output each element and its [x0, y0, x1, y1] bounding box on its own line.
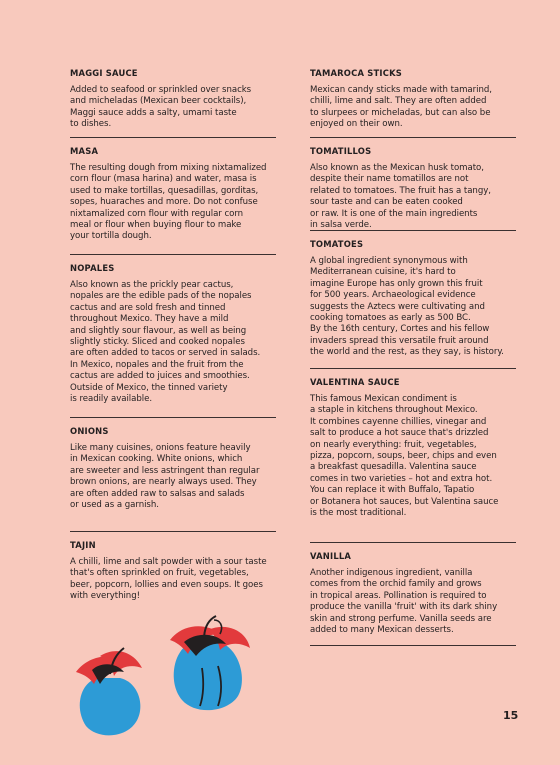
definition-line: By the 16th century, Cortes and his fellow: [310, 324, 490, 335]
definition-line: Added to seafood or sprinkled over snacks: [70, 85, 252, 95]
glossary-term: TAJIN: [70, 540, 96, 550]
definition-line: used to make tortillas, quesadillas, gorditas,: [70, 185, 259, 196]
definition-line: Also known as the prickly pear cactus,: [70, 280, 234, 290]
definition-line: sopes, huaraches and more. Do not confuse: [70, 197, 258, 208]
definition-line: and micheladas (Mexican beer cocktails),: [70, 96, 247, 107]
glossary-term: VALENTINA SAUCE: [310, 377, 400, 387]
definition-line: the world and the rest, as they say, is history.: [310, 347, 504, 358]
page-number: 15: [503, 709, 519, 722]
definition-line: sour taste and can be eaten cooked: [310, 197, 463, 208]
definition-line: on nearly everything: fruit, vegetables,: [310, 439, 477, 450]
definition-line: A global ingredient synonymous with: [310, 256, 468, 266]
glossary-term: VANILLA: [310, 551, 352, 561]
definition-line: are sweeter and less astringent than regular: [70, 465, 260, 476]
glossary-entry: [70, 532, 276, 602]
glossary-entry: [70, 138, 276, 255]
definition-line: skin and strong perfume. Vanilla seeds are: [310, 613, 492, 624]
definition-line: throughout Mexico. They have a mild: [70, 314, 229, 325]
glossary-term: MAGGI SAUCE: [70, 68, 138, 78]
glossary-entry: [70, 418, 276, 532]
definition-line: is the most traditional.: [310, 508, 407, 519]
definition-line: with everything!: [70, 591, 140, 602]
definition-line: or used as a garnish.: [70, 500, 159, 511]
glossary-column-left: [70, 60, 276, 602]
definition-line: Outside of Mexico, the tinned variety: [70, 382, 228, 393]
glossary-definition: [310, 163, 516, 231]
glossary-definition: [310, 85, 516, 131]
glossary-definition: [70, 163, 276, 243]
definition-line: invaders spread this versatile fruit around: [310, 335, 489, 346]
glossary-entry: [310, 369, 516, 543]
definition-line: It combines cayenne chillies, vinegar and: [310, 416, 487, 427]
tomatillo-left-icon: [76, 648, 142, 735]
definition-line: A chilli, lime and salt powder with a sour taste: [70, 557, 267, 567]
definition-line: are often added to tacos or served in salads.: [70, 348, 261, 359]
definition-line: for 500 years. Archaeological evidence: [310, 290, 476, 301]
definition-line: You can replace it with Buffalo, Tapatio: [310, 485, 475, 496]
definition-line: or Botanera hot sauces, but Valentina sauce: [310, 496, 499, 507]
glossary-definition: [70, 85, 276, 131]
glossary-term: TAMAROCA STICKS: [310, 68, 402, 78]
glossary-term: ONIONS: [70, 426, 109, 436]
definition-line: slightly sticky. Sliced and cooked nopales: [70, 337, 245, 348]
definition-line: enjoyed on their own.: [310, 119, 403, 130]
definition-line: is readily available.: [70, 394, 153, 405]
glossary-entry: [310, 231, 516, 369]
definition-line: produce the vanilla 'fruit' with its dark shiny: [310, 602, 498, 613]
glossary-term: NOPALES: [70, 263, 115, 273]
definition-line: added to many Mexican desserts.: [310, 625, 454, 636]
definition-line: cactus are added to juices and smoothies.: [70, 371, 250, 382]
glossary-column-right: [310, 60, 516, 646]
glossary-entry: [310, 60, 516, 138]
definition-line: beer, popcorn, lollies and even soups. It goes: [70, 579, 263, 590]
definition-line: are often added raw to salsas and salads: [70, 488, 245, 499]
definition-line: pizza, popcorn, soups, beer, chips and even: [310, 451, 497, 462]
definition-line: a breakfast quesadilla. Valentina sauce: [310, 462, 477, 473]
definition-line: salt to produce a hot sauce that's drizzled: [310, 428, 489, 439]
glossary-definition: [310, 568, 516, 636]
definition-line: Maggi sauce adds a salty, umami taste: [70, 107, 237, 118]
glossary-entry: [310, 543, 516, 646]
definition-line: comes from the orchid family and grows: [310, 579, 482, 590]
glossary-entry: [70, 60, 276, 138]
definition-line: Mexican candy sticks made with tamarind,: [310, 85, 492, 95]
definition-line: This famous Mexican condiment is: [310, 394, 457, 404]
definition-line: to slurpees or micheladas, but can also be: [310, 107, 491, 118]
definition-line: in Mexican cooking. White onions, which: [70, 454, 243, 465]
tomatillo-right-icon: [170, 616, 250, 710]
definition-line: in tropical areas. Pollination is required to: [310, 590, 487, 601]
definition-line: nixtamalized corn flour with regular corn: [70, 208, 244, 219]
glossary-definition: [70, 280, 276, 405]
definition-line: despite their name tomatillos are not: [310, 174, 469, 185]
definition-line: brown onions, are nearly always used. They: [70, 477, 257, 488]
definition-line: nopales are the edible pads of the nopales: [70, 291, 252, 302]
definition-line: your tortilla dough.: [70, 231, 152, 242]
definition-line: Also known as the Mexican husk tomato,: [310, 163, 484, 173]
definition-line: suggests the Aztecs were cultivating and: [310, 301, 485, 312]
definition-line: in salsa verde.: [310, 220, 372, 231]
definition-line: corn flour (masa harina) and water, masa is: [70, 174, 257, 185]
glossary-term: TOMATILLOS: [310, 146, 372, 156]
glossary-entry: [310, 138, 516, 231]
definition-line: In Mexico, nopales and the fruit from the: [70, 359, 244, 370]
definition-line: cactus and are sold fresh and tinned: [70, 302, 226, 313]
definition-line: Mediterranean cuisine, it's hard to: [310, 267, 456, 278]
glossary-definition: [310, 256, 516, 359]
definition-line: to dishes.: [70, 119, 112, 130]
definition-line: that's often sprinkled on fruit, vegetables,: [70, 568, 249, 579]
definition-line: a staple in kitchens throughout Mexico.: [310, 405, 478, 416]
definition-line: meal or flour when buying flour to make: [70, 220, 242, 231]
glossary-term: TOMATOES: [310, 239, 364, 249]
glossary-definition: [310, 394, 516, 519]
definition-line: chilli, lime and salt. They are often added: [310, 96, 487, 107]
glossary-definition: [70, 557, 276, 603]
definition-line: The resulting dough from mixing nixtamalized: [70, 163, 267, 173]
glossary-definition: [70, 443, 276, 511]
definition-line: related to tomatoes. The fruit has a tangy,: [310, 185, 491, 196]
definition-line: or raw. It is one of the main ingredients: [310, 208, 478, 219]
definition-line: Like many cuisines, onions feature heavily: [70, 443, 251, 453]
tomatillo-illustration-icon: [70, 612, 270, 742]
definition-line: Another indigenous ingredient, vanilla: [310, 568, 473, 578]
definition-line: and slightly sour flavour, as well as being: [70, 325, 247, 336]
definition-line: cooking tomatoes as early as 500 BC.: [310, 313, 471, 324]
glossary-term: MASA: [70, 146, 99, 156]
glossary-entry: [70, 255, 276, 418]
definition-line: imagine Europe has only grown this fruit: [310, 278, 483, 289]
definition-line: comes in two varieties – hot and extra hot.: [310, 473, 493, 484]
